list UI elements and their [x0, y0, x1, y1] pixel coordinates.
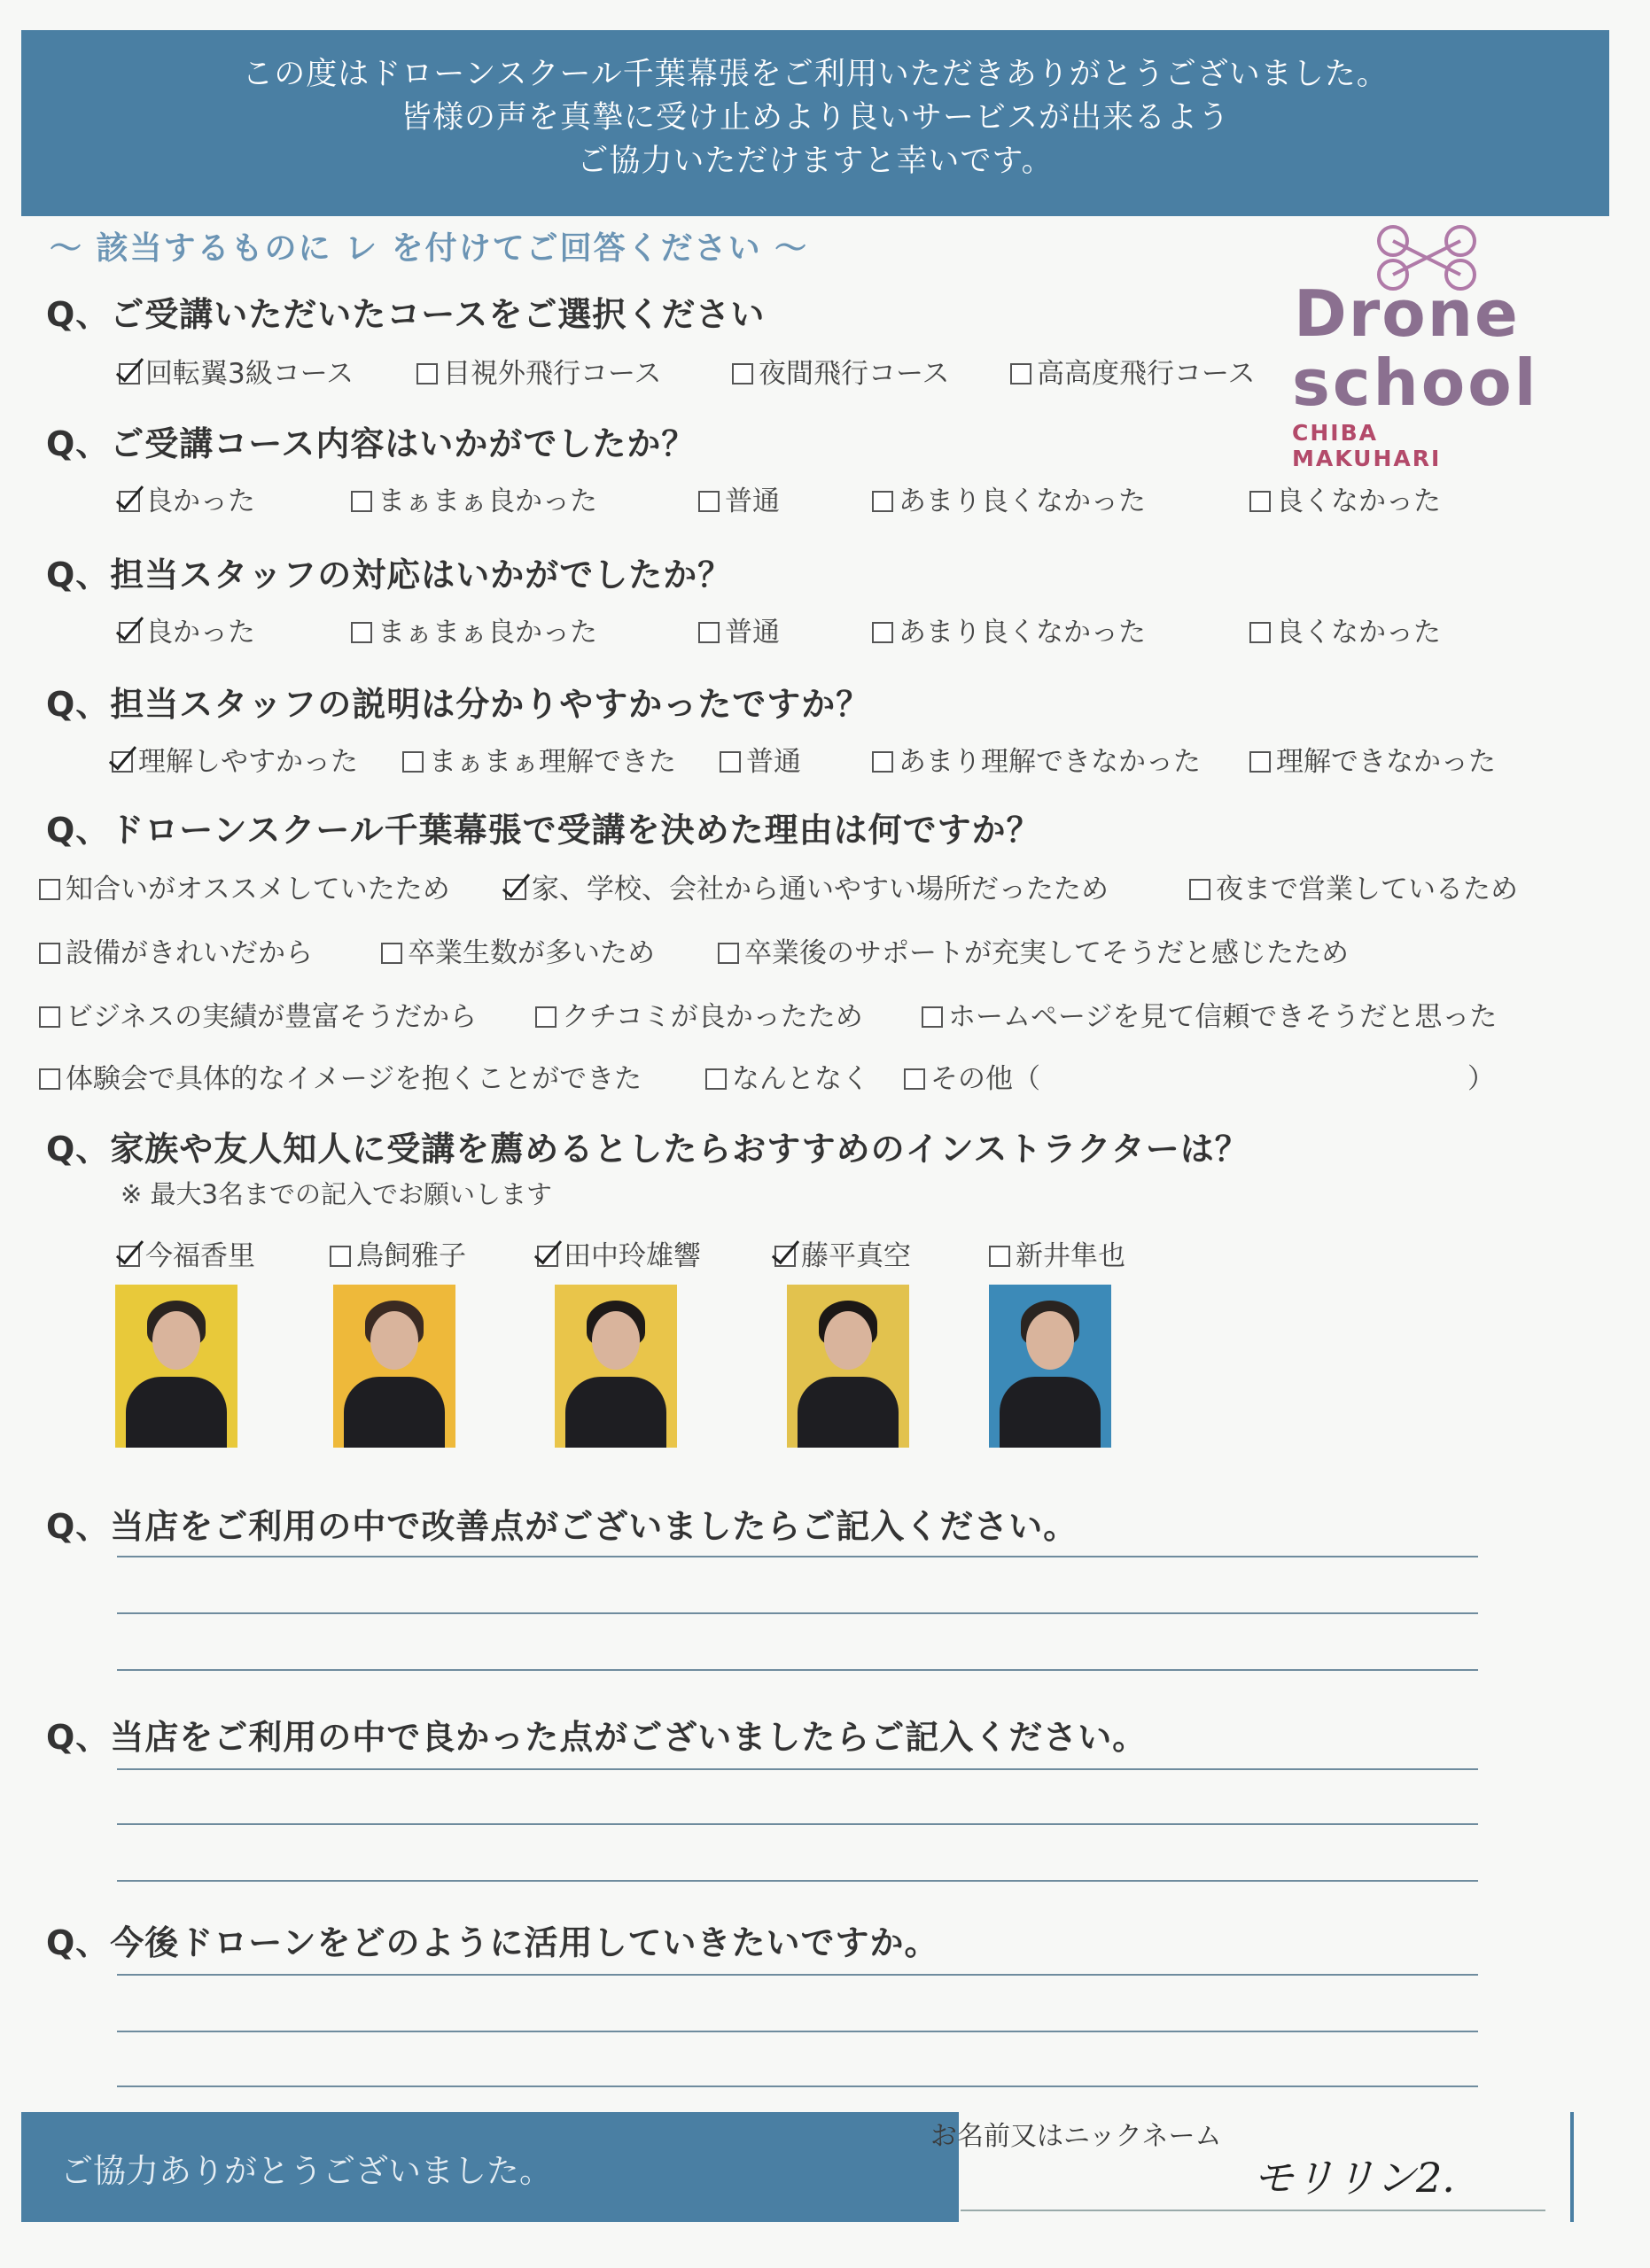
- checkbox[interactable]: [535, 1006, 556, 1028]
- question-staff-response: Q、担当スタッフの対応はいかがでしたか？: [46, 555, 733, 594]
- logo-location-text: CHIBA MAKUHARI: [1292, 420, 1442, 471]
- option-staff-good[interactable]: 良かった: [119, 610, 255, 649]
- checkbox[interactable]: [698, 622, 720, 643]
- photo-body: [1000, 1377, 1101, 1448]
- checkbox[interactable]: [705, 1068, 727, 1090]
- checkbox[interactable]: [39, 1006, 60, 1028]
- option-instructor-2[interactable]: 鳥飼雅子: [330, 1233, 466, 1273]
- answer-line[interactable]: [117, 1556, 1478, 1557]
- instructor-photo-5: [989, 1285, 1111, 1448]
- option-staff-fairly-good[interactable]: まぁまぁ良かった: [351, 610, 597, 649]
- option-reason-business[interactable]: ビジネスの実績が豊富そうだから: [39, 994, 477, 1034]
- checkbox[interactable]: [39, 1068, 60, 1090]
- option-reason-recommended[interactable]: 知合いがオススメしていたため: [39, 866, 450, 906]
- option-course-night[interactable]: 夜間飛行コース: [732, 351, 949, 391]
- checkbox[interactable]: [351, 491, 372, 512]
- option-staff-bad[interactable]: 良くなかった: [1249, 610, 1441, 649]
- option-explain-normal[interactable]: 普通: [720, 739, 801, 779]
- checkbox-checked[interactable]: [119, 491, 140, 512]
- checkbox-checked[interactable]: [119, 1246, 140, 1267]
- header-line-3: ご協力いただけますと幸いです。: [577, 144, 1054, 179]
- header-banner: [21, 30, 1609, 216]
- answer-line[interactable]: [117, 1768, 1478, 1770]
- photo-face: [1026, 1311, 1074, 1370]
- option-content-bad[interactable]: 良くなかった: [1249, 478, 1441, 518]
- option-reason-facilities[interactable]: 設備がきれいだから: [39, 930, 313, 970]
- checkbox[interactable]: [1249, 491, 1271, 512]
- checkbox[interactable]: [39, 879, 60, 900]
- name-label: お名前又はニックネーム: [930, 2121, 1222, 2152]
- question-recommended-instructor: Q、家族や友人知人に受講を薦めるとしたらおすすめのインストラクターは？: [46, 1130, 1249, 1169]
- name-field[interactable]: モリリン2.: [1253, 2154, 1455, 2202]
- footer-banner: [21, 2112, 1574, 2222]
- photo-face: [370, 1311, 418, 1370]
- question-improvements: Q、当店をご利用の中で改善点がございましたらご記入ください。: [46, 1507, 1078, 1546]
- question-reason: Q、ドローンスクール千葉幕張で受講を決めた理由は何ですか？: [46, 811, 1041, 850]
- checkbox-checked[interactable]: [505, 879, 526, 900]
- option-instructor-4[interactable]: 藤平真空: [774, 1233, 911, 1273]
- other-close-paren: ）: [1467, 1063, 1495, 1095]
- answer-line[interactable]: [117, 2085, 1478, 2087]
- option-content-good[interactable]: 良かった: [119, 478, 255, 518]
- photo-face: [592, 1311, 640, 1370]
- option-instructor-1[interactable]: 今福香里: [119, 1233, 255, 1273]
- photo-face: [152, 1311, 200, 1370]
- checkbox[interactable]: [989, 1246, 1010, 1267]
- checkbox[interactable]: [698, 491, 720, 512]
- name-underline: [961, 2210, 1545, 2211]
- option-reason-no-reason[interactable]: なんとなく: [705, 1056, 869, 1096]
- option-staff-normal[interactable]: 普通: [698, 610, 780, 649]
- instructor-photo-1: [115, 1285, 237, 1448]
- option-reason-reviews[interactable]: クチコミが良かったため: [535, 994, 863, 1034]
- option-reason-late-hours[interactable]: 夜まで営業しているため: [1189, 866, 1518, 906]
- option-reason-trial[interactable]: 体験会で具体的なイメージを抱くことができた: [39, 1056, 642, 1096]
- checkbox-checked[interactable]: [119, 363, 140, 384]
- checkbox[interactable]: [922, 1006, 943, 1028]
- checkbox[interactable]: [732, 363, 753, 384]
- instructor-photo-3: [555, 1285, 677, 1448]
- option-explain-not[interactable]: 理解できなかった: [1249, 739, 1496, 779]
- photo-body: [126, 1377, 227, 1448]
- question-course-content: Q、ご受講コース内容はいかがでしたか？: [46, 424, 697, 463]
- checkbox[interactable]: [402, 751, 424, 773]
- option-reason-support[interactable]: 卒業後のサポートが充実してそうだと感じたため: [718, 930, 1349, 970]
- checkbox[interactable]: [1249, 622, 1271, 643]
- option-content-fairly-good[interactable]: まぁまぁ良かった: [351, 478, 597, 518]
- checkbox[interactable]: [1189, 879, 1210, 900]
- instructor-photo-2: [333, 1285, 455, 1448]
- header-line-1: この度はドローンスクール千葉幕張をご利用いただきありがとうございました。: [242, 57, 1389, 92]
- answer-line[interactable]: [117, 1974, 1478, 1976]
- option-staff-not-so-good[interactable]: あまり良くなかった: [872, 610, 1146, 649]
- checkbox-checked[interactable]: [774, 1246, 796, 1267]
- option-instructor-3[interactable]: 田中玲雄響: [537, 1233, 701, 1273]
- checkbox-checked[interactable]: [119, 622, 140, 643]
- photo-body: [565, 1377, 666, 1448]
- checkbox[interactable]: [720, 751, 741, 773]
- checkbox-checked[interactable]: [537, 1246, 558, 1267]
- question-drone-usage: Q、今後ドローンをどのように活用していきたいですか。: [46, 1923, 939, 1962]
- option-explain-hardly[interactable]: あまり理解できなかった: [872, 739, 1201, 779]
- photo-body: [798, 1377, 899, 1448]
- checkbox[interactable]: [416, 363, 438, 384]
- option-content-normal[interactable]: 普通: [698, 478, 780, 518]
- checkbox[interactable]: [381, 943, 402, 964]
- answer-line[interactable]: [117, 1823, 1478, 1825]
- option-course-bvlos[interactable]: 目視外飛行コース: [416, 351, 661, 391]
- header-line-2: 皆様の声を真摯に受け止めより良いサービスが出来るよう: [400, 100, 1230, 136]
- checkbox[interactable]: [330, 1246, 351, 1267]
- instruction-text: ～ 該当するものに レ を付けてご回答ください ～: [50, 230, 809, 267]
- checkbox[interactable]: [39, 943, 60, 964]
- option-reason-graduates[interactable]: 卒業生数が多いため: [381, 930, 655, 970]
- checkbox[interactable]: [904, 1068, 925, 1090]
- question-course-select: Q、ご受講いただいたコースをご選択ください: [46, 295, 766, 334]
- checkbox[interactable]: [872, 622, 893, 643]
- option-instructor-5[interactable]: 新井隼也: [989, 1233, 1125, 1273]
- checkbox[interactable]: [1249, 751, 1271, 773]
- drone-school-logo: [1285, 223, 1539, 471]
- checkbox[interactable]: [718, 943, 739, 964]
- answer-line[interactable]: [117, 1612, 1478, 1614]
- footer-thanks: ご協力ありがとうございました。: [60, 2152, 552, 2190]
- checkbox-checked[interactable]: [112, 751, 133, 773]
- logo-drone-text: Drone: [1294, 276, 1520, 351]
- checkbox[interactable]: [351, 622, 372, 643]
- option-content-not-so-good[interactable]: あまり良くなかった: [872, 478, 1146, 518]
- logo-school-text: school: [1292, 346, 1539, 420]
- photo-body: [344, 1377, 445, 1448]
- checkbox[interactable]: [1010, 363, 1031, 384]
- photo-face: [824, 1311, 872, 1370]
- option-reason-homepage[interactable]: ホームページを見て信頼できそうだと思った: [922, 994, 1497, 1034]
- answer-line[interactable]: [117, 1669, 1478, 1671]
- option-reason-location[interactable]: 家、学校、会社から通いやすい場所だったため: [505, 866, 1109, 906]
- instructor-photo-4: [787, 1285, 909, 1448]
- option-explain-fairly[interactable]: まぁまぁ理解できた: [402, 739, 676, 779]
- question-good-points: Q、当店をご利用の中で良かった点がございましたらご記入ください。: [46, 1718, 1148, 1757]
- checkbox[interactable]: [872, 751, 893, 773]
- instructor-note: ※ 最大3名までの記入でお願いします: [121, 1179, 552, 1209]
- option-course-3rd-class[interactable]: 回転翼3級コース: [119, 351, 354, 391]
- checkbox[interactable]: [872, 491, 893, 512]
- option-course-high-altitude[interactable]: 高高度飛行コース: [1010, 351, 1255, 391]
- answer-line[interactable]: [117, 1880, 1478, 1882]
- option-reason-other[interactable]: その他（: [904, 1056, 1040, 1096]
- answer-line[interactable]: [117, 2031, 1478, 2032]
- option-explain-easy[interactable]: 理解しやすかった: [112, 739, 358, 779]
- question-staff-explanation: Q、担当スタッフの説明は分かりやすかったですか？: [46, 685, 871, 724]
